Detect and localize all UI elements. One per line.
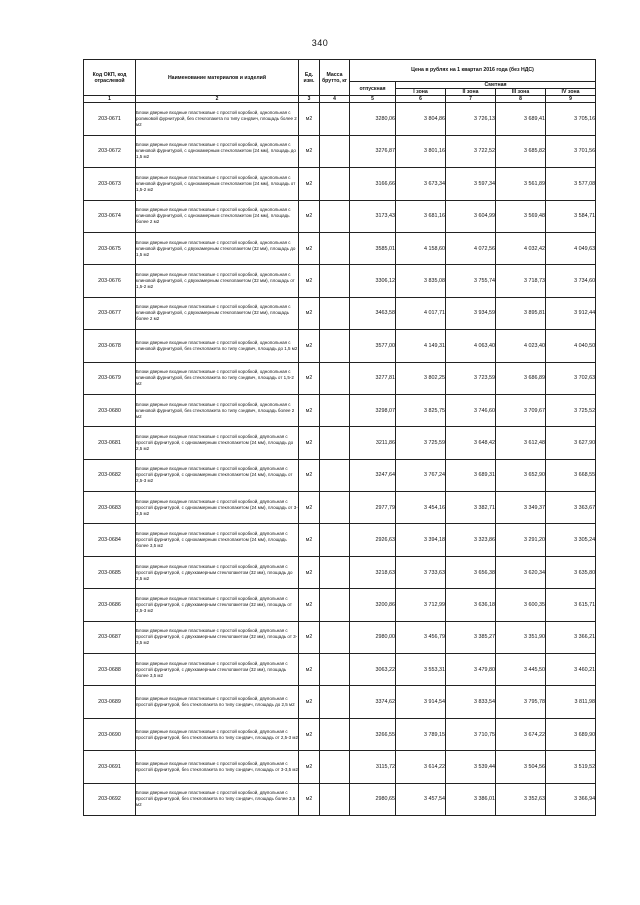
cell-mass — [320, 556, 350, 588]
cell-zone-4-price: 3 460,21 — [546, 654, 596, 686]
cell-release-price: 3200,86 — [350, 589, 396, 621]
cell-name: Блоки дверные входные пластиковые с простой коробкой, двупольная с простой фурнитурой, с однокамерным стеклопакетом (24 мм), площадь от 3-3,5 м2 — [136, 492, 299, 524]
cell-zone-1-price: 3 725,59 — [396, 427, 446, 459]
cell-zone-3-price: 3 612,48 — [496, 427, 546, 459]
cell-zone-3-price: 4 023,40 — [496, 330, 546, 362]
cell-zone-4-price: 3 363,67 — [546, 492, 596, 524]
cell-zone-1-price: 3 614,22 — [396, 751, 446, 783]
cell-mass — [320, 589, 350, 621]
cell-zone-1-price: 3 733,63 — [396, 556, 446, 588]
cell-unit: м2 — [299, 492, 320, 524]
cell-zone-1-price: 3 802,25 — [396, 362, 446, 394]
cell-name: Блоки дверные входные пластиковые с простой коробкой, однопольная с роликовой фурнитурой, без стеклопакета по типу сэндвич, площадь более 2 м2 — [136, 103, 299, 135]
cell-name: Блоки дверные входные пластиковые с простой коробкой, двупольная с простой фурнитурой, без стеклопакета по типу сэндвич, площадь более 3,5 м2 — [136, 783, 299, 815]
table-row — [84, 589, 596, 621]
table-row — [84, 135, 596, 167]
cell-unit: м2 — [299, 200, 320, 232]
cell-zone-3-price: 3 718,73 — [496, 265, 546, 297]
cell-zone-4-price: 4 040,50 — [546, 330, 596, 362]
cell-zone-3-price: 3 689,41 — [496, 103, 546, 135]
column-number: 1 — [84, 96, 136, 103]
cell-zone-1-price: 3 767,24 — [396, 459, 446, 491]
cell-code: 203-0675 — [84, 232, 136, 264]
cell-release-price: 3173,43 — [350, 200, 396, 232]
cell-unit: м2 — [299, 556, 320, 588]
cell-zone-2-price: 3 722,52 — [446, 135, 496, 167]
cell-release-price: 3211,86 — [350, 427, 396, 459]
cell-zone-4-price: 3 635,80 — [546, 556, 596, 588]
cell-zone-3-price: 3 504,56 — [496, 751, 546, 783]
column-numbers-row — [84, 96, 596, 103]
cell-code: 203-0678 — [84, 330, 136, 362]
cell-zone-4-price: 3 734,60 — [546, 265, 596, 297]
cell-release-price: 2980,00 — [350, 621, 396, 653]
cell-zone-4-price: 3 577,08 — [546, 168, 596, 200]
cell-zone-2-price: 3 323,86 — [446, 524, 496, 556]
table-row — [84, 200, 596, 232]
cell-zone-1-price: 3 553,31 — [396, 654, 446, 686]
cell-zone-2-price: 3 833,54 — [446, 686, 496, 718]
cell-unit: м2 — [299, 686, 320, 718]
cell-zone-1-price: 3 804,86 — [396, 103, 446, 135]
cell-zone-4-price: 3 701,56 — [546, 135, 596, 167]
cell-zone-2-price: 3 479,80 — [446, 654, 496, 686]
column-number: 9 — [546, 96, 596, 103]
column-number: 2 — [136, 96, 299, 103]
cell-release-price: 3463,58 — [350, 297, 396, 329]
cell-zone-3-price: 3 352,63 — [496, 783, 546, 815]
header-release: отпускная — [350, 82, 396, 96]
table-header — [84, 60, 596, 103]
cell-code: 203-0676 — [84, 265, 136, 297]
cell-zone-2-price: 3 604,99 — [446, 200, 496, 232]
cell-name: Блоки дверные входные пластиковые с простой коробкой, двупольная с простой фурнитурой, с двухкамерным стеклопакетом (32 мм), площадь до 2,5 м2 — [136, 556, 299, 588]
cell-zone-1-price: 3 456,79 — [396, 621, 446, 653]
column-number: 4 — [320, 96, 350, 103]
cell-name: Блоки дверные входные пластиковые с простой коробкой, однопольная с клиновой фурнитурой, с однокамерным стеклопакетом (24 мм), площадь более 2 м2 — [136, 200, 299, 232]
cell-name: Блоки дверные входные пластиковые с простой коробкой, двупольная с простой фурнитурой, с однокамерным стеклопакетом (24 мм), площадь от 2,5-3 м2 — [136, 459, 299, 491]
cell-code: 203-0687 — [84, 621, 136, 653]
cell-unit: м2 — [299, 103, 320, 135]
cell-zone-3-price: 3 600,35 — [496, 589, 546, 621]
header-zone-2: II зона — [446, 89, 496, 96]
table-row — [84, 686, 596, 718]
cell-mass — [320, 200, 350, 232]
cell-code: 203-0680 — [84, 394, 136, 426]
cell-zone-1-price: 3 454,16 — [396, 492, 446, 524]
cell-name: Блоки дверные входные пластиковые с простой коробкой, двупольная с простой фурнитурой, без стеклопакета по типу сэндвич, площадь от 2,5-3 м2 — [136, 718, 299, 750]
table-row — [84, 427, 596, 459]
cell-mass — [320, 427, 350, 459]
cell-code: 203-0673 — [84, 168, 136, 200]
cell-zone-3-price: 3 895,81 — [496, 297, 546, 329]
table-row — [84, 362, 596, 394]
table-row — [84, 654, 596, 686]
column-number: 3 — [299, 96, 320, 103]
cell-code: 203-0689 — [84, 686, 136, 718]
cell-name: Блоки дверные входные пластиковые с простой коробкой, однопольная с клиновой фурнитурой, без стеклопакета по типу сэндвич, площадь от 1,5-2 м2 — [136, 362, 299, 394]
cell-zone-2-price: 3 934,59 — [446, 297, 496, 329]
cell-zone-3-price: 3 620,34 — [496, 556, 546, 588]
table-row — [84, 330, 596, 362]
cell-zone-2-price: 3 726,13 — [446, 103, 496, 135]
cell-name: Блоки дверные входные пластиковые с простой коробкой, двупольная с простой фурнитурой, с двухкамерным стеклопакетом (32 мм), площадь более 3,5 м2 — [136, 654, 299, 686]
header-price-group: Цена в рублях на 1 квартал 2016 года (без НДС) — [350, 60, 596, 82]
table-row — [84, 265, 596, 297]
cell-code: 203-0690 — [84, 718, 136, 750]
cell-name: Блоки дверные входные пластиковые с простой коробкой, двупольная с простой фурнитурой, с двухкамерным стеклопакетом (32 мм), площадь от 3-3,5 м2 — [136, 621, 299, 653]
header-name: Наименование материалов и изделий — [136, 60, 299, 96]
table-row — [84, 556, 596, 588]
cell-code: 203-0682 — [84, 459, 136, 491]
cell-zone-2-price: 3 723,59 — [446, 362, 496, 394]
cell-zone-2-price: 3 385,27 — [446, 621, 496, 653]
cell-zone-4-price: 3 519,52 — [546, 751, 596, 783]
cell-code: 203-0684 — [84, 524, 136, 556]
cell-zone-1-price: 3 673,34 — [396, 168, 446, 200]
cell-unit: м2 — [299, 330, 320, 362]
cell-release-price: 3063,22 — [350, 654, 396, 686]
table-row — [84, 718, 596, 750]
column-number: 7 — [446, 96, 496, 103]
cell-zone-3-price: 3 351,90 — [496, 621, 546, 653]
cell-zone-4-price: 3 615,71 — [546, 589, 596, 621]
cell-zone-4-price: 3 366,21 — [546, 621, 596, 653]
cell-release-price: 3577,00 — [350, 330, 396, 362]
cell-mass — [320, 394, 350, 426]
table-row — [84, 297, 596, 329]
cell-unit: м2 — [299, 459, 320, 491]
cell-zone-3-price: 3 349,37 — [496, 492, 546, 524]
cell-zone-2-price: 3 382,71 — [446, 492, 496, 524]
cell-release-price: 3115,72 — [350, 751, 396, 783]
cell-mass — [320, 135, 350, 167]
cell-zone-3-price: 3 795,78 — [496, 686, 546, 718]
table-row — [84, 492, 596, 524]
table-row — [84, 459, 596, 491]
cell-zone-2-price: 3 689,31 — [446, 459, 496, 491]
cell-mass — [320, 232, 350, 264]
cell-code: 203-0681 — [84, 427, 136, 459]
cell-zone-4-price: 3 305,24 — [546, 524, 596, 556]
cell-code: 203-0671 — [84, 103, 136, 135]
cell-zone-4-price: 3 584,71 — [546, 200, 596, 232]
cell-mass — [320, 718, 350, 750]
cell-unit: м2 — [299, 621, 320, 653]
cell-unit: м2 — [299, 297, 320, 329]
table-row — [84, 524, 596, 556]
cell-zone-1-price: 3 712,99 — [396, 589, 446, 621]
cell-release-price: 3277,81 — [350, 362, 396, 394]
cell-zone-2-price: 3 710,75 — [446, 718, 496, 750]
cell-zone-3-price: 3 569,48 — [496, 200, 546, 232]
cell-zone-4-price: 3 689,90 — [546, 718, 596, 750]
cell-zone-2-price: 3 755,74 — [446, 265, 496, 297]
cell-mass — [320, 297, 350, 329]
cell-mass — [320, 168, 350, 200]
cell-unit: м2 — [299, 427, 320, 459]
cell-zone-1-price: 3 825,75 — [396, 394, 446, 426]
cell-mass — [320, 459, 350, 491]
cell-unit: м2 — [299, 718, 320, 750]
cell-release-price: 3585,01 — [350, 232, 396, 264]
cell-name: Блоки дверные входные пластиковые с простой коробкой, однопольная с клиновой фурнитурой, с двухкамерным стеклопакетом (32 мм), площадь более 2 м2 — [136, 297, 299, 329]
cell-release-price: 3306,12 — [350, 265, 396, 297]
cell-zone-2-price: 3 597,34 — [446, 168, 496, 200]
cell-zone-2-price: 3 648,42 — [446, 427, 496, 459]
table-row — [84, 168, 596, 200]
cell-unit: м2 — [299, 232, 320, 264]
cell-mass — [320, 524, 350, 556]
cell-release-price: 2926,63 — [350, 524, 396, 556]
cell-release-price: 3298,07 — [350, 394, 396, 426]
cell-name: Блоки дверные входные пластиковые с простой коробкой, однопольная с клиновой фурнитурой, без стеклопакета по типу сэндвич, площадь более 2 м2 — [136, 394, 299, 426]
cell-name: Блоки дверные входные пластиковые с простой коробкой, однопольная с клиновой фурнитурой, без стеклопакета по типу сэндвич, площадь до 1,5 м2 — [136, 330, 299, 362]
cell-mass — [320, 751, 350, 783]
cell-zone-2-price: 4 072,56 — [446, 232, 496, 264]
cell-code: 203-0679 — [84, 362, 136, 394]
cell-code: 203-0683 — [84, 492, 136, 524]
cell-mass — [320, 330, 350, 362]
cell-zone-4-price: 3 668,55 — [546, 459, 596, 491]
cell-name: Блоки дверные входные пластиковые с простой коробкой, однопольная с клиновой фурнитурой, с двухкамерным стеклопакетом (32 мм), площадь от 1,5-2 м2 — [136, 265, 299, 297]
cell-zone-2-price: 3 636,18 — [446, 589, 496, 621]
cell-name: Блоки дверные входные пластиковые с простой коробкой, двупольная с простой фурнитурой, без стеклопакета по типу сэндвич, площадь от 3-3,5 м2 — [136, 751, 299, 783]
cell-name: Блоки дверные входные пластиковые с простой коробкой, однопольная с клиновой фурнитурой, с однокамерным стеклопакетом (24 мм), площадь от 1,5-2 м2 — [136, 168, 299, 200]
cell-mass — [320, 654, 350, 686]
cell-zone-4-price: 3 912,44 — [546, 297, 596, 329]
cell-code: 203-0685 — [84, 556, 136, 588]
cell-zone-1-price: 3 681,16 — [396, 200, 446, 232]
cell-release-price: 3218,63 — [350, 556, 396, 588]
header-estimate: Сметная — [396, 82, 596, 89]
table-row — [84, 232, 596, 264]
table-row — [84, 621, 596, 653]
cell-zone-1-price: 4 158,60 — [396, 232, 446, 264]
cell-zone-2-price: 3 746,60 — [446, 394, 496, 426]
cell-unit: м2 — [299, 783, 320, 815]
column-number: 5 — [350, 96, 396, 103]
cell-release-price: 3166,66 — [350, 168, 396, 200]
cell-zone-4-price: 3 627,90 — [546, 427, 596, 459]
header-zone-3: III зона — [496, 89, 546, 96]
cell-name: Блоки дверные входные пластиковые с простой коробкой, однопольная с клиновой фурнитурой, с однокамерным стеклопакетом (24 мм), площадь до 1,5 м2 — [136, 135, 299, 167]
cell-name: Блоки дверные входные пластиковые с простой коробкой, двупольная с простой фурнитурой, с двухкамерным стеклопакетом (32 мм), площадь от 2,5-3 м2 — [136, 589, 299, 621]
cell-zone-4-price: 3 366,94 — [546, 783, 596, 815]
cell-code: 203-0686 — [84, 589, 136, 621]
cell-code: 203-0674 — [84, 200, 136, 232]
cell-zone-4-price: 4 049,63 — [546, 232, 596, 264]
cell-zone-3-price: 3 291,20 — [496, 524, 546, 556]
cell-code: 203-0688 — [84, 654, 136, 686]
cell-zone-1-price: 3 457,54 — [396, 783, 446, 815]
cell-zone-1-price: 3 789,15 — [396, 718, 446, 750]
cell-zone-2-price: 3 656,38 — [446, 556, 496, 588]
header-zone-1: I зона — [396, 89, 446, 96]
cell-name: Блоки дверные входные пластиковые с простой коробкой, двупольная с простой фурнитурой, с однокамерным стеклопакетом (24 мм), площадь более 3,5 м2 — [136, 524, 299, 556]
cell-zone-1-price: 3 801,16 — [396, 135, 446, 167]
cell-mass — [320, 621, 350, 653]
cell-name: Блоки дверные входные пластиковые с простой коробкой, однопольная с клиновой фурнитурой, с двухкамерным стеклопакетом (32 мм), площадь до 1,5 м2 — [136, 232, 299, 264]
cell-unit: м2 — [299, 168, 320, 200]
cell-release-price: 3266,55 — [350, 718, 396, 750]
page-number: 340 — [311, 38, 329, 48]
cell-zone-3-price: 3 709,67 — [496, 394, 546, 426]
cell-zone-4-price: 3 705,16 — [546, 103, 596, 135]
cell-zone-2-price: 3 539,44 — [446, 751, 496, 783]
table-row — [84, 751, 596, 783]
cell-zone-3-price: 3 674,22 — [496, 718, 546, 750]
cell-zone-4-price: 3 725,52 — [546, 394, 596, 426]
cell-zone-2-price: 3 386,01 — [446, 783, 496, 815]
cell-release-price: 3280,06 — [350, 103, 396, 135]
cell-zone-1-price: 4 017,71 — [396, 297, 446, 329]
cell-code: 203-0692 — [84, 783, 136, 815]
table-row — [84, 103, 596, 135]
cell-release-price: 3276,87 — [350, 135, 396, 167]
cell-unit: м2 — [299, 654, 320, 686]
table-row — [84, 394, 596, 426]
cell-release-price: 3374,62 — [350, 686, 396, 718]
column-number: 6 — [396, 96, 446, 103]
cell-zone-3-price: 3 686,89 — [496, 362, 546, 394]
cell-mass — [320, 492, 350, 524]
cell-release-price: 3247,64 — [350, 459, 396, 491]
cell-unit: м2 — [299, 394, 320, 426]
cell-code: 203-0677 — [84, 297, 136, 329]
cell-code: 203-0672 — [84, 135, 136, 167]
cell-name: Блоки дверные входные пластиковые с простой коробкой, двупольная с простой фурнитурой, с однокамерным стеклопакетом (24 мм), площадь до 2,5 м2 — [136, 427, 299, 459]
cell-mass — [320, 686, 350, 718]
cell-unit: м2 — [299, 135, 320, 167]
cell-zone-1-price: 3 835,08 — [396, 265, 446, 297]
header-unit: Ед. изм. — [299, 60, 320, 96]
cell-zone-1-price: 3 394,18 — [396, 524, 446, 556]
cell-release-price: 2977,79 — [350, 492, 396, 524]
cell-release-price: 2980,65 — [350, 783, 396, 815]
cell-zone-3-price: 3 652,90 — [496, 459, 546, 491]
cell-unit: м2 — [299, 524, 320, 556]
cell-zone-4-price: 3 811,98 — [546, 686, 596, 718]
cell-name: Блоки дверные входные пластиковые с простой коробкой, двупольная с простой фурнитурой, без стеклопакета по типу сэндвич, площадь до 2,5 м2 — [136, 686, 299, 718]
header-code: Код ОКП, код отраслевой — [84, 60, 136, 96]
header-zone-4: IV зона — [546, 89, 596, 96]
cell-unit: м2 — [299, 751, 320, 783]
cell-zone-2-price: 4 063,40 — [446, 330, 496, 362]
cell-mass — [320, 265, 350, 297]
table-row — [84, 783, 596, 815]
cell-code: 203-0691 — [84, 751, 136, 783]
cell-zone-1-price: 3 914,54 — [396, 686, 446, 718]
cell-unit: м2 — [299, 589, 320, 621]
cell-mass — [320, 103, 350, 135]
cell-zone-3-price: 4 032,42 — [496, 232, 546, 264]
cell-zone-3-price: 3 445,50 — [496, 654, 546, 686]
table-body — [84, 103, 596, 816]
cell-unit: м2 — [299, 265, 320, 297]
cell-mass — [320, 362, 350, 394]
cell-zone-4-price: 3 702,63 — [546, 362, 596, 394]
cell-mass — [320, 783, 350, 815]
cell-unit: м2 — [299, 362, 320, 394]
cell-zone-1-price: 4 149,31 — [396, 330, 446, 362]
column-number: 8 — [496, 96, 546, 103]
header-mass: Масса брутто, кг — [320, 60, 350, 96]
cell-zone-3-price: 3 685,82 — [496, 135, 546, 167]
price-table — [83, 59, 596, 816]
cell-zone-3-price: 3 561,89 — [496, 168, 546, 200]
